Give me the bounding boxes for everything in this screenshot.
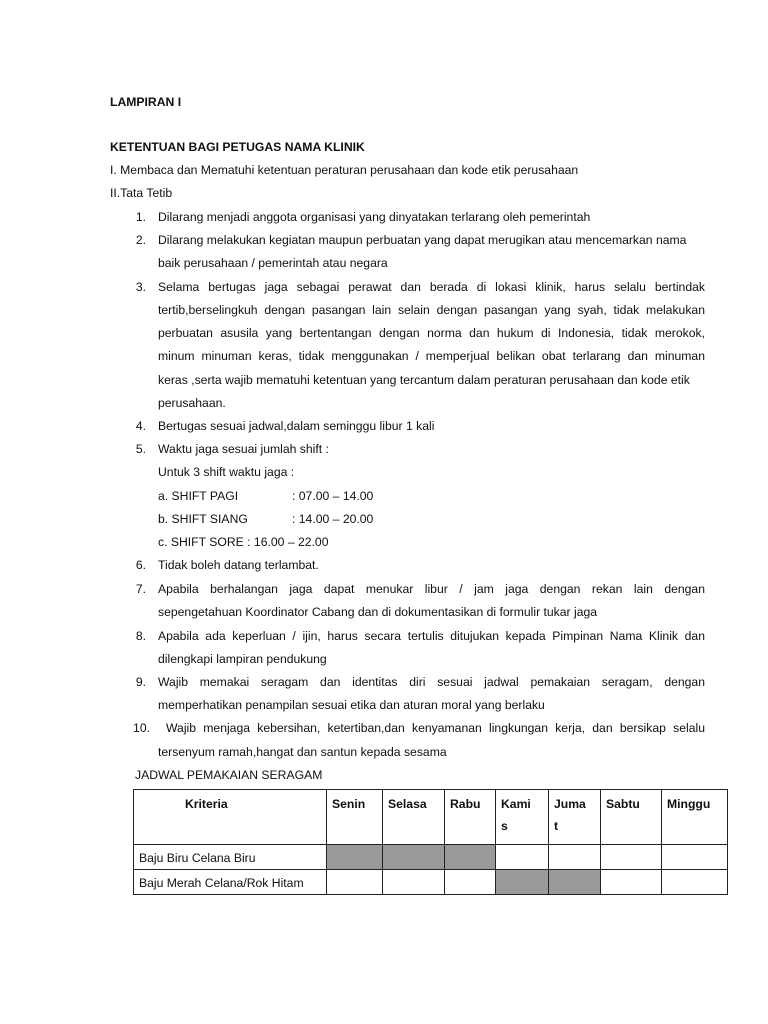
rule-text: Wajib memakai seragam dan identitas diri sesuai jadwal pemakaian seragam, dengan xyxy=(158,675,705,689)
rule-number: 8. xyxy=(135,629,146,643)
table-title: JADWAL PEMAKAIAN SERAGAM xyxy=(135,768,323,782)
header-kamis xyxy=(496,790,549,845)
rule-text: Dilarang menjadi anggota organisasi yang dinyatakan terlarang oleh pemerintah xyxy=(158,210,591,224)
header-label: Rabu xyxy=(450,797,481,811)
shift-time: : 14.00 – 20.00 xyxy=(292,512,374,526)
rule-text: perusahaan. xyxy=(158,396,226,410)
rule-number: 3. xyxy=(135,280,146,294)
rule-text: dilengkapi lampiran pendukung xyxy=(158,652,327,666)
row-label-text: Baju Merah Celana/Rok Hitam xyxy=(139,876,304,890)
header-selasa xyxy=(383,790,445,845)
rule-text: Dilarang melakukan kegiatan maupun perbuatan yang dapat merugikan atau mencemarkan nama xyxy=(158,233,687,247)
section-1: I. Membaca dan Mematuhi ketentuan peraturan perusahaan dan kode etik perusahaan xyxy=(110,163,579,177)
shift-label: b. SHIFT SIANG xyxy=(158,512,248,526)
header-label: Selasa xyxy=(388,797,427,811)
heading-lampiran: LAMPIRAN I xyxy=(110,95,182,109)
row-label-text: Baju Biru Celana Biru xyxy=(139,851,256,865)
row-label xyxy=(134,845,327,870)
rule-text: tersenyum ramah,hangat dan santun kepada sesama xyxy=(158,745,447,759)
rule-text: Waktu jaga sesuai jumlah shift : xyxy=(158,442,329,456)
schedule-cell xyxy=(601,845,662,870)
header-minggu xyxy=(662,790,728,845)
schedule-cell xyxy=(496,870,549,895)
schedule-cell xyxy=(445,845,496,870)
schedule-cell xyxy=(662,870,728,895)
schedule-cell xyxy=(383,870,445,895)
rule-number: 7. xyxy=(135,582,146,596)
rule-number: 1. xyxy=(135,210,146,224)
header-senin xyxy=(327,790,383,845)
rule-text: Apabila berhalangan jaga dapat menukar libur / jam jaga dengan rekan lain dengan xyxy=(158,582,705,596)
rule-text: Tidak boleh datang terlambat. xyxy=(158,558,319,572)
rule-text: sepengetahuan Koordinator Cabang dan di dokumentasikan di formulir tukar jaga xyxy=(158,605,598,619)
section-2: II.Tata Tetib xyxy=(110,186,173,200)
rule-text: baik perusahaan / pemerintah atau negara xyxy=(158,256,388,270)
schedule-cell xyxy=(601,870,662,895)
header-kriteria xyxy=(134,790,327,845)
table-row xyxy=(134,845,728,870)
header-rabu xyxy=(445,790,496,845)
rule-text: perbuatan asusila yang bertentangan dengan norma dan hukum di Indonesia, tidak merokok, xyxy=(158,326,705,340)
heading-ketentuan: KETENTUAN BAGI PETUGAS NAMA KLINIK xyxy=(110,140,365,154)
rule-number: 4. xyxy=(135,419,146,433)
header-label: Juma t xyxy=(554,797,586,833)
shift-intro: Untuk 3 shift waktu jaga : xyxy=(158,465,295,479)
rule-text: Apabila ada keperluan / ijin, harus secara tertulis ditujukan kepada Pimpinan Nama Klinik dan xyxy=(158,629,705,643)
rule-text: keras ,serta wajib mematuhi ketentuan yang tercantum dalam peraturan perusahaan dan kode etik xyxy=(158,373,690,387)
header-label: Sabtu xyxy=(606,797,640,811)
rule-text: Selama bertugas jaga sebagai perawat dan berada di lokasi klinik, harus selalu bertindak xyxy=(158,280,705,294)
schedule-cell xyxy=(496,845,549,870)
schedule-cell xyxy=(549,845,601,870)
row-label xyxy=(134,870,327,895)
schedule-cell xyxy=(549,870,601,895)
rule-number: 9. xyxy=(135,675,146,689)
shift-time: : 07.00 – 14.00 xyxy=(292,489,374,503)
schedule-cell xyxy=(383,845,445,870)
rule-text: memperhatikan penampilan sesuai etika dan aturan moral yang berlaku xyxy=(158,698,545,712)
header-label: Minggu xyxy=(667,797,711,811)
schedule-cell xyxy=(445,870,496,895)
rule-text: minum minuman keras, tidak menggunakan / memperjual belikan obat terlarang dan minuman xyxy=(158,349,705,363)
header-jumat xyxy=(549,790,601,845)
schedule-cell xyxy=(662,845,728,870)
uniform-schedule-table xyxy=(133,789,728,895)
header-label: Kriteria xyxy=(185,797,228,811)
rule-number: 5. xyxy=(135,442,146,456)
schedule-cell xyxy=(327,845,383,870)
schedule-cell xyxy=(327,870,383,895)
header-label: Senin xyxy=(332,797,366,811)
header-label: Kami s xyxy=(501,797,531,833)
rule-text: Wajib menjaga kebersihan, ketertiban,dan kenyamanan lingkungan kerja, dan bersikap selalu xyxy=(166,721,705,735)
rule-number: 10. xyxy=(133,721,150,735)
shift-line: c. SHIFT SORE : 16.00 – 22.00 xyxy=(158,535,329,549)
table-row xyxy=(134,870,728,895)
header-sabtu xyxy=(601,790,662,845)
shift-label: a. SHIFT PAGI xyxy=(158,489,239,503)
rule-number: 2. xyxy=(135,233,146,247)
table-header-row xyxy=(134,790,728,845)
rule-number: 6. xyxy=(135,558,146,572)
rule-text: Bertugas sesuai jadwal,dalam seminggu libur 1 kali xyxy=(158,419,435,433)
rule-text: tertib,berselingkuh dengan pasangan lain selain dengan pasangan yang syah, tidak melakukan xyxy=(158,303,705,317)
